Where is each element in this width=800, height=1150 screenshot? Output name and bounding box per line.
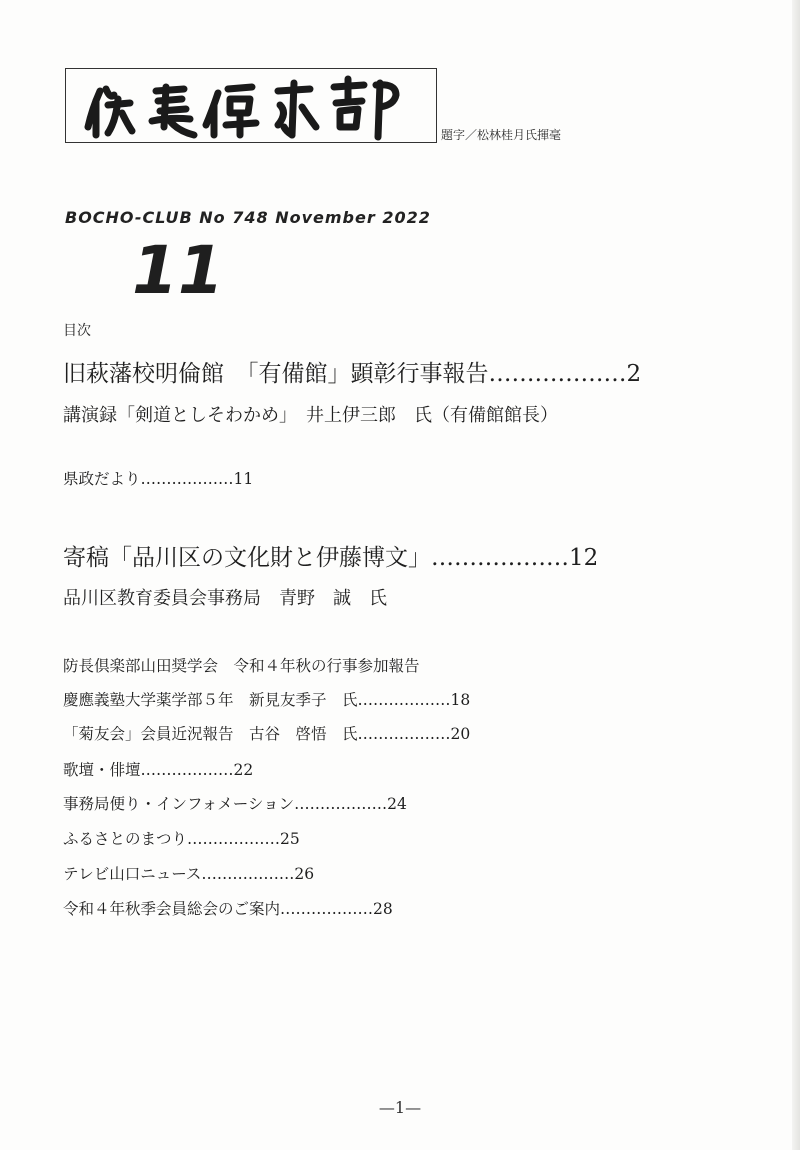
page-number: —1— bbox=[378, 1098, 422, 1117]
toc-entry-contributor: 品川区教育委員会事務局 青野 誠 氏 bbox=[63, 588, 387, 609]
masthead-box bbox=[65, 68, 437, 143]
toc-entry-prefecture-news: 県政だより………………11 bbox=[63, 470, 254, 488]
issue-month: 11 bbox=[132, 232, 224, 309]
masthead-calligraphy bbox=[66, 69, 437, 143]
toc-entry-office-news: 事務局便り・インフォメーション………………24 bbox=[63, 795, 407, 813]
toc-entry-general-meeting: 令和４年秋季会員総会のご案内………………28 bbox=[63, 900, 393, 918]
toc-entry-festival: ふるさとのまつり………………25 bbox=[63, 830, 300, 848]
toc-entry-kikuyukai: 「菊友会」会員近況報告 古谷 啓悟 氏………………20 bbox=[63, 725, 471, 743]
toc-entry-lecture: 講演録「剣道としそわかめ」 井上伊三郎 氏（有備館館長） bbox=[63, 405, 558, 426]
toc-entry-scholarship: 防長倶楽部山田奨学会 令和４年秋の行事参加報告 bbox=[63, 657, 420, 675]
toc-entry-keio-report: 慶應義塾大学薬学部５年 新見友季子 氏………………18 bbox=[63, 691, 471, 709]
issue-line: BOCHO-CLUB No 748 November 2022 bbox=[65, 208, 431, 227]
toc-entry-poetry: 歌壇・俳壇………………22 bbox=[63, 761, 254, 779]
toc-entry-tv-yamaguchi: テレビ山口ニュース………………26 bbox=[63, 865, 315, 883]
calligraphy-credit: 題字／松林桂月氏揮毫 bbox=[441, 128, 562, 142]
page-edge bbox=[792, 0, 800, 1150]
toc-entry-yubikan-report: 旧萩藩校明倫館 「有備館」顕彰行事報告………………2 bbox=[63, 361, 642, 387]
toc-heading: 目次 bbox=[63, 323, 91, 339]
toc-entry-contribution: 寄稿「品川区の文化財と伊藤博文」………………12 bbox=[63, 545, 599, 571]
